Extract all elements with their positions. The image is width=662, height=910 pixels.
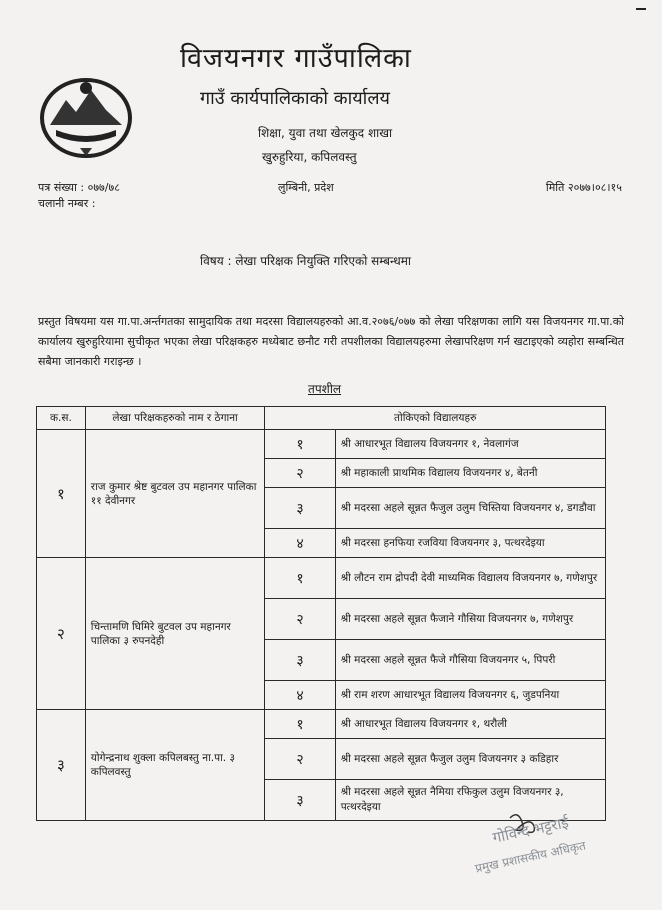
municipality-name: विजयनगर गाउँपालिका [180, 43, 412, 74]
table-row [37, 430, 606, 459]
school-serial: ३ [265, 488, 335, 529]
school-serial: १ [265, 430, 335, 459]
school-name: श्री लौटन राम द्रोपदी देवी माध्यमिक विद्यालय विजयनगर ७, गणेशपुर [335, 558, 605, 599]
table-row [37, 558, 606, 599]
table-header-row [37, 407, 606, 430]
school-name: श्री आधारभूत विद्यालय विजयनगर १, थरौली [335, 710, 605, 739]
school-serial: ३ [265, 780, 335, 821]
office-location: खुरुहुरिया, कपिलवस्तु [262, 150, 357, 164]
school-serial: २ [265, 599, 335, 640]
reference-number: पत्र संख्या : ०७७/७८ [38, 181, 120, 194]
group-serial: २ [37, 558, 86, 710]
school-name: श्री मदरसा अहले सून्नत फैजुल उलुम चिस्तिया विजयनगर ४, डगडौवा [335, 488, 605, 529]
signatory-designation: प्रमुख प्रशासकीय अधिकृत [473, 838, 587, 876]
school-name: श्री मदरसा अहले सून्नत फैजुल उलुम विजयनगर ३ कडिहार [335, 739, 605, 780]
header-schools: तोकिएको विद्यालयहरु [265, 407, 606, 430]
school-name: श्री मदरसा अहले सून्नत फैजे गौसिया विजयनगर ५, पिपरी [335, 640, 605, 681]
school-name: श्री महाकाली प्राथमिक विद्यालय विजयनगर ४, बेतनी [335, 459, 605, 488]
school-name: श्री आधारभूत विद्यालय विजयनगर १, नेवलागंज [335, 430, 605, 459]
school-serial: २ [265, 739, 335, 780]
group-serial: १ [37, 430, 86, 558]
office-name: गाउँ कार्यपालिकाको कार्यालय [200, 88, 390, 109]
header-auditor: लेखा परिक्षकहरुको नाम र ठेगाना [85, 407, 265, 430]
page-mark [636, 8, 646, 10]
dispatch-number: चलानी नम्बर : [38, 197, 96, 210]
nepal-emblem-icon [36, 70, 136, 160]
school-name: श्री मदरसा अहले सून्नत फैजाने गौसिया विजयनगर ७, गणेशपुर [335, 599, 605, 640]
school-serial: २ [265, 459, 335, 488]
school-serial: ३ [265, 640, 335, 681]
school-name: श्री मदरसा हनफिया रजविया विजयनगर ३, पत्थरदेइया [335, 529, 605, 558]
letter-date: मिति २०७७।०८।१५ [545, 181, 622, 194]
school-serial: ४ [265, 529, 335, 558]
school-name: श्री राम शरण आधारभूत विद्यालय विजयनगर ६, जुडपनिया [335, 681, 605, 710]
auditor-assignment-table [36, 406, 606, 821]
header-serial: क.स. [37, 407, 86, 430]
province-name: लुम्बिनी, प्रदेश [278, 181, 334, 194]
auditor-name: राज कुमार श्रेष्ट बुटवल उप महानगर पालिका ११ देवीनगर [85, 430, 265, 558]
table-row [37, 710, 606, 739]
branch-name: शिक्षा, युवा तथा खेलकुद शाखा [258, 126, 393, 140]
signatory-name: गोविन्द भट्टराई [490, 813, 571, 847]
letter-body: प्रस्तुत विषयमा यस गा.पा.अर्न्तगतका सामुदायिक तथा मदरसा विद्यालयहरुको आ.व.२०७६/०७७ को लेखा परिक्षणका लागि यस विजयनगर गा.पा.को कार्यालय खुरुहुरियामा सुचीकृत भएका लेखा परिक्षकहरु मध्येबाट छनौट गरी तपशीलका विद्यालयहरुमा लेखापरिक्षण गर्न खटाइएको व्यहोरा सम्बन्धित सबैमा जानकारी गराइन्छ । [38, 315, 624, 368]
school-name: श्री मदरसा अहले सून्नत नैमिया रफिकुल उलुम विजयनगर ३, पत्थरदेइया [335, 780, 605, 821]
group-serial: ३ [37, 710, 86, 821]
school-serial: ४ [265, 681, 335, 710]
details-heading: तपशील [308, 382, 342, 396]
auditor-name: योगेन्द्रनाथ शुक्ला कपिलबस्तु ना.पा. ३ कपिलवस्तु [85, 710, 265, 821]
letter-subject: विषय : लेखा परिक्षक नियुक्ति गरिएको सम्बन्धमा [200, 254, 412, 268]
school-serial: १ [265, 558, 335, 599]
auditor-name: चिन्तामणि घिमिरे बुटवल उप महानगर पालिका ३ रुपनदेही [85, 558, 265, 710]
school-serial: १ [265, 710, 335, 739]
